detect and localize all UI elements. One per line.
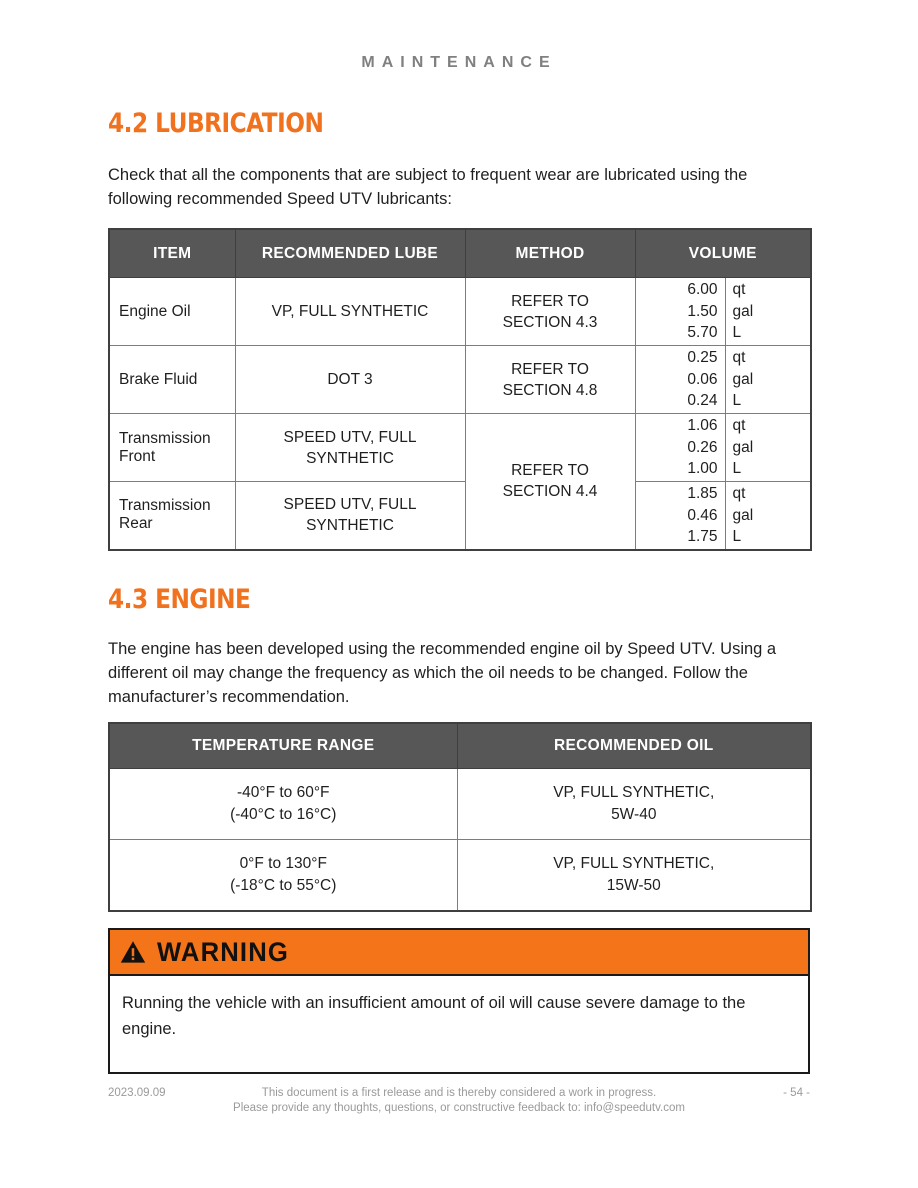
table-row xyxy=(109,482,811,550)
cell-volume-values xyxy=(635,414,725,482)
column-header-recommended-lube: RECOMMENDED LUBE xyxy=(235,229,465,278)
volume-value-l: 1.00 xyxy=(687,460,718,478)
column-header-item: ITEM xyxy=(109,229,235,278)
cell-temperature-range xyxy=(109,769,457,840)
cell-method-line-1: REFER TO xyxy=(511,462,589,480)
temperature-range-fahrenheit: 0°F to 130°F xyxy=(239,855,327,872)
cell-method-line-2: SECTION 4.8 xyxy=(502,381,598,399)
volume-unit-l: L xyxy=(732,392,742,410)
cell-volume-values xyxy=(635,346,725,414)
cell-recommended-oil xyxy=(457,769,811,840)
paragraph-lubrication: Check that all the components that are subject to frequent wear are lubricated using the following recommended Speed UTV lubricants: xyxy=(108,166,748,208)
recommended-oil-grade: 5W-40 xyxy=(611,806,657,823)
cell-method xyxy=(465,346,635,414)
cell-item xyxy=(109,482,235,550)
cell-recommended-oil xyxy=(457,840,811,912)
recommended-oil-brand: VP, FULL SYNTHETIC, xyxy=(553,855,715,872)
volume-unit-qt: qt xyxy=(732,281,746,299)
engine-oil-table xyxy=(108,722,812,912)
cell-method-line-2: SECTION 4.4 xyxy=(502,483,598,501)
column-header-method: METHOD xyxy=(465,229,635,278)
cell-item-line-2: Rear xyxy=(119,515,153,533)
cell-lube-line-2: SYNTHETIC xyxy=(306,449,394,467)
temperature-range-celsius: (-18°C to 55°C) xyxy=(230,877,337,894)
column-header-temperature-range: TEMPERATURE RANGE xyxy=(109,723,457,769)
table-header-row xyxy=(109,229,811,278)
cell-item xyxy=(109,414,235,482)
cell-volume-values xyxy=(635,482,725,550)
column-header-recommended-oil: RECOMMENDED OIL xyxy=(457,723,811,769)
table-row xyxy=(109,769,811,840)
recommended-oil-brand: VP, FULL SYNTHETIC, xyxy=(553,784,715,801)
cell-item-line-1: Transmission xyxy=(119,497,211,515)
cell-volume-units xyxy=(725,278,811,346)
cell-volume-units xyxy=(725,414,811,482)
volume-unit-qt: qt xyxy=(732,417,746,435)
cell-recommended-lube xyxy=(235,482,465,550)
footer-page-number: - 54 - xyxy=(783,1087,810,1099)
volume-value-l: 5.70 xyxy=(687,324,718,342)
cell-lube-line-1: SPEED UTV, FULL xyxy=(283,496,417,514)
volume-unit-gal: gal xyxy=(732,370,754,388)
warning-header-bar xyxy=(110,930,808,976)
cell-method-line-2: SECTION 4.3 xyxy=(502,313,598,331)
cell-recommended-lube: VP, FULL SYNTHETIC xyxy=(235,278,465,346)
cell-method-merged xyxy=(465,414,635,550)
cell-recommended-lube xyxy=(235,414,465,482)
volume-value-qt: 1.06 xyxy=(687,417,718,435)
column-header-volume: VOLUME xyxy=(635,229,811,278)
warning-title: WARNING xyxy=(157,936,289,967)
volume-value-l: 0.24 xyxy=(687,392,718,410)
cell-volume-units xyxy=(725,346,811,414)
volume-unit-gal: gal xyxy=(732,506,754,524)
temperature-range-fahrenheit: -40°F to 60°F xyxy=(236,784,330,801)
volume-value-gal: 0.26 xyxy=(687,438,718,456)
volume-value-qt: 6.00 xyxy=(687,281,718,299)
volume-unit-l: L xyxy=(732,460,742,478)
volume-value-gal: 0.46 xyxy=(687,506,718,524)
volume-value-gal: 1.50 xyxy=(687,302,718,320)
cell-method-line-1: REFER TO xyxy=(511,292,589,310)
section-heading-lubrication: 4.2 LUBRICATION xyxy=(108,108,324,139)
volume-unit-gal: gal xyxy=(732,302,754,320)
cell-volume-units xyxy=(725,482,811,550)
running-head: MAINTENANCE xyxy=(361,54,557,71)
cell-volume-values xyxy=(635,278,725,346)
table-row xyxy=(109,346,811,414)
paragraph-engine: The engine has been developed using the recommended engine oil by Speed UTV. Using a different oil may change the frequency as which the oil needs to be changed. Follow the manufacturer’s recommendation. xyxy=(108,640,777,706)
cell-item-line-2: Front xyxy=(119,447,156,465)
footer-notice-line-2: Please provide any thoughts, questions, or constructive feedback to: info@speedutv.com xyxy=(233,1102,685,1114)
table-row xyxy=(109,414,811,482)
cell-method xyxy=(465,278,635,346)
table-row xyxy=(109,840,811,912)
cell-lube-line-2: SYNTHETIC xyxy=(306,517,394,535)
recommended-oil-grade: 15W-50 xyxy=(606,877,661,894)
cell-method-line-1: REFER TO xyxy=(511,360,589,378)
table-row xyxy=(109,278,811,346)
warning-triangle-icon xyxy=(120,940,146,964)
cell-recommended-lube: DOT 3 xyxy=(235,346,465,414)
table-header-row xyxy=(109,723,811,769)
footer-notice-line-1: This document is a first release and is thereby considered a work in progress. xyxy=(261,1087,657,1099)
warning-body-text: Running the vehicle with an insufficient amount of oil will cause severe damage to the engine. xyxy=(122,994,746,1038)
cell-item: Engine Oil xyxy=(109,278,235,346)
volume-unit-qt: qt xyxy=(732,485,746,502)
cell-temperature-range xyxy=(109,840,457,912)
volume-unit-l: L xyxy=(732,528,742,545)
volume-value-l: 1.75 xyxy=(687,528,718,545)
volume-unit-l: L xyxy=(732,324,742,342)
volume-unit-qt: qt xyxy=(732,349,746,367)
cell-item: Brake Fluid xyxy=(109,346,235,414)
cell-lube-line-1: SPEED UTV, FULL xyxy=(283,428,417,446)
volume-value-qt: 0.25 xyxy=(687,349,718,367)
cell-item-line-1: Transmission xyxy=(119,429,211,447)
section-heading-engine: 4.3 ENGINE xyxy=(108,584,251,615)
warning-box xyxy=(108,928,810,1074)
footer-date: 2023.09.09 xyxy=(108,1087,166,1099)
lubrication-table xyxy=(108,228,812,551)
volume-unit-gal: gal xyxy=(732,438,754,456)
temperature-range-celsius: (-40°C to 16°C) xyxy=(230,806,337,823)
page-footer xyxy=(108,1086,810,1126)
volume-value-qt: 1.85 xyxy=(687,485,718,502)
volume-value-gal: 0.06 xyxy=(687,370,718,388)
